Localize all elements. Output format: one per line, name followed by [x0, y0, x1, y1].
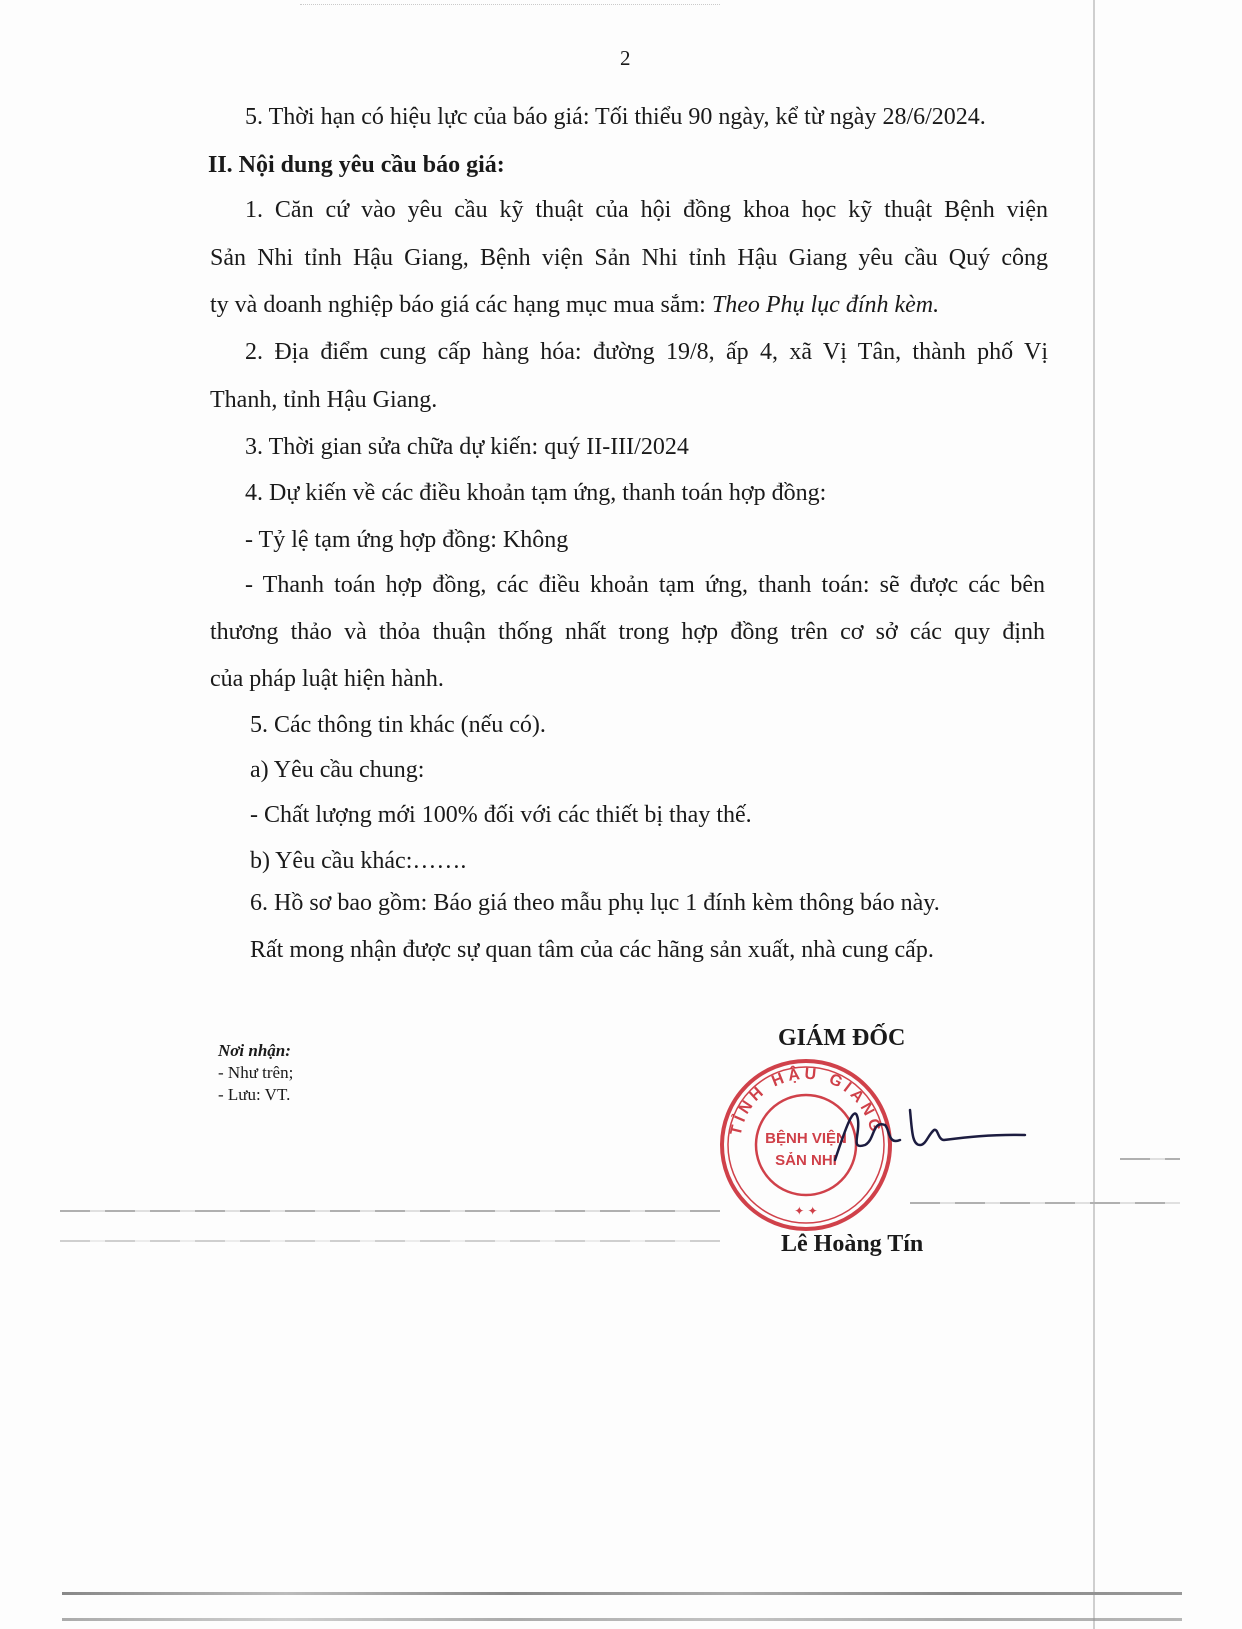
paragraph-2-line-1: 2. Địa điểm cung cấp hàng hóa: đường 19/8, ấp 4, xã Vị Tân, thành phố Vị [245, 339, 1048, 365]
scan-line [910, 1202, 1180, 1204]
paragraph-5-item-a-detail: - Chất lượng mới 100% đối với các thiết bị thay thế. [250, 802, 752, 828]
paragraph-1-line-3 [210, 290, 939, 320]
paragraph-5-item-b: b) Yêu cầu khác:……. [250, 848, 467, 874]
scan-line [60, 1210, 720, 1212]
paragraph-5: 5. Các thông tin khác (nếu có). [250, 712, 546, 738]
paragraph-1-line-1: 1. Căn cứ vào yêu cầu kỹ thuật của hội đồng khoa học kỹ thuật Bệnh viện [245, 197, 1048, 223]
validity-paragraph: 5. Thời hạn có hiệu lực của báo giá: Tối thiểu 90 ngày, kể từ ngày 28/6/2024. [245, 104, 986, 130]
section-heading: II. Nội dung yêu cầu báo giá: [208, 152, 505, 178]
page-edge [1093, 0, 1095, 1629]
svg-text:✦ ✦: ✦ ✦ [794, 1204, 818, 1218]
svg-text:SẢN NHI: SẢN NHI [775, 1152, 837, 1169]
paragraph-3: 3. Thời gian sửa chữa dự kiến: quý II-III/2024 [245, 434, 689, 460]
svg-text:BỆNH VIỆN: BỆNH VIỆN [765, 1130, 847, 1147]
handwritten-signature [830, 1090, 1030, 1170]
recipient-item: - Lưu: VT. [218, 1085, 291, 1104]
closing-sentence: Rất mong nhận được sự quan tâm của các hãng sản xuất, nhà cung cấp. [250, 937, 934, 963]
paragraph-4: 4. Dự kiến về các điều khoản tạm ứng, thanh toán hợp đồng: [245, 480, 827, 506]
attachment-reference: Theo Phụ lục đính kèm. [711, 292, 940, 318]
scan-artifact [300, 4, 720, 29]
scan-line [1120, 1158, 1180, 1160]
paragraph-1-line-3-text: ty và doanh nghiệp báo giá các hạng mục mua sắm: [210, 292, 712, 318]
bottom-scan-line [62, 1592, 1182, 1595]
paragraph-5-item-a: a) Yêu cầu chung: [250, 757, 425, 783]
bottom-scan-line [62, 1618, 1182, 1621]
recipients-title: Nơi nhận: [218, 1041, 291, 1060]
paragraph-6: 6. Hồ sơ bao gồm: Báo giá theo mẫu phụ lục 1 đính kèm thông báo này. [250, 890, 940, 916]
recipient-item: - Như trên; [218, 1063, 294, 1082]
page-number: 2 [620, 46, 631, 70]
paragraph-4-item-a: - Tỷ lệ tạm ứng hợp đồng: Không [245, 527, 569, 553]
signer-name: Lê Hoàng Tín [781, 1231, 924, 1257]
paragraph-1-line-2: Sản Nhi tỉnh Hậu Giang, Bệnh viện Sản Nhi tỉnh Hậu Giang yêu cầu Quý công [210, 245, 1048, 271]
paragraph-4-item-b-line-2: thương thảo và thỏa thuận thống nhất trong hợp đồng trên cơ sở các quy định [210, 619, 1045, 645]
paragraph-4-item-b-line-3: của pháp luật hiện hành. [210, 666, 444, 692]
scan-line [60, 1240, 720, 1242]
paragraph-2-line-2: Thanh, tỉnh Hậu Giang. [210, 387, 438, 413]
paragraph-4-item-b-line-1: - Thanh toán hợp đồng, các điều khoản tạm ứng, thanh toán: sẽ được các bên [245, 572, 1045, 598]
recipients-block [218, 1040, 293, 1106]
svg-text:TỈNH HẬU GIANG: TỈNH HẬU GIANG [727, 1065, 885, 1138]
signer-title: GIÁM ĐỐC [778, 1025, 906, 1051]
